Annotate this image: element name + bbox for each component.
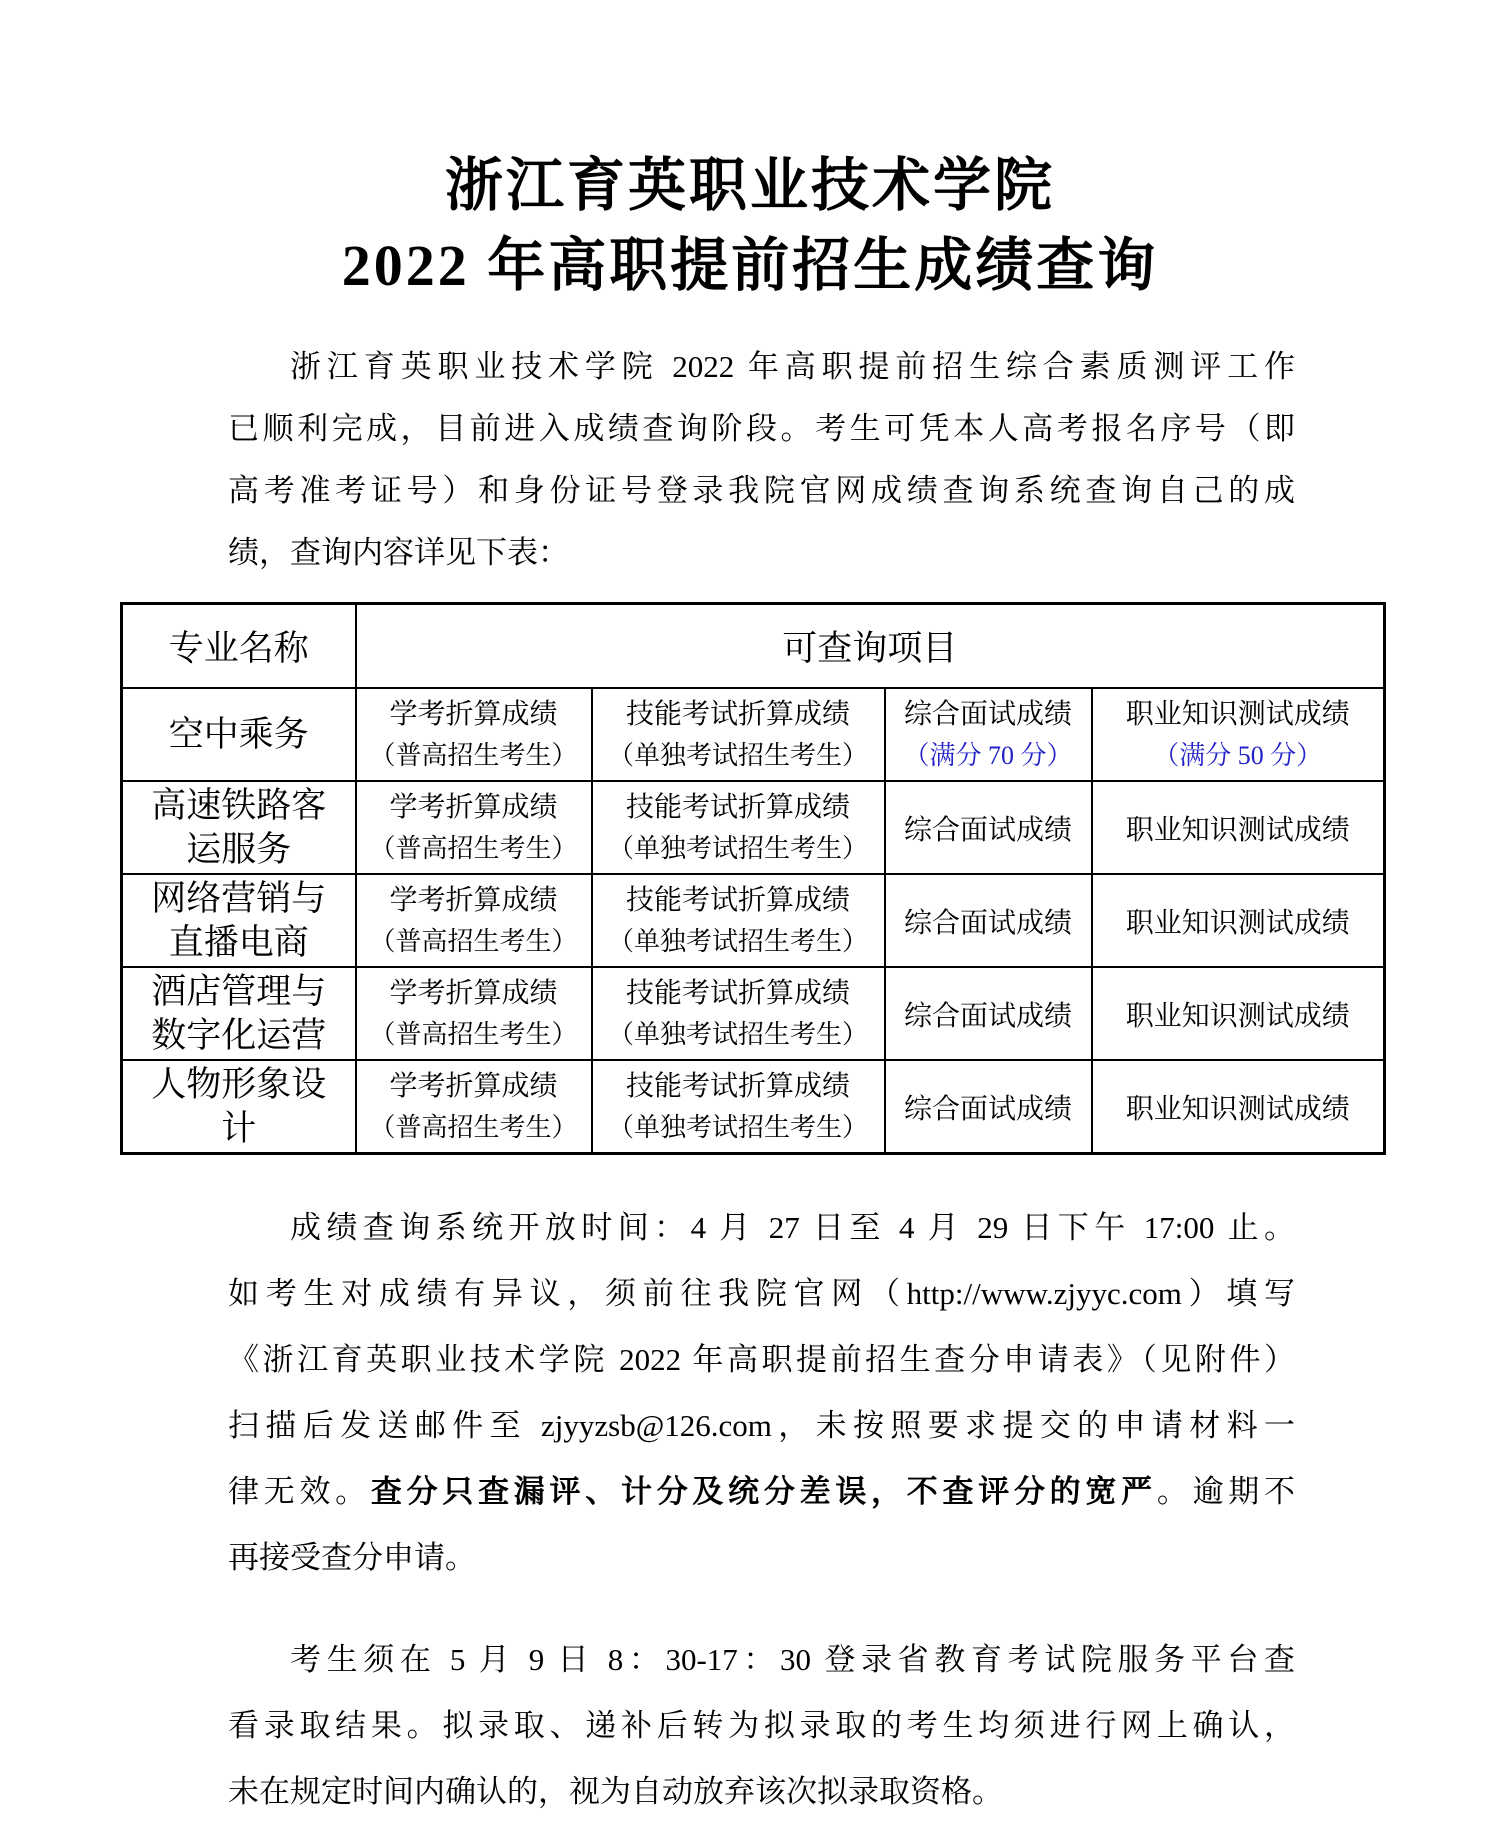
skill-exam-score-cell [592, 781, 885, 874]
major-name-line2: 数字化运营 [151, 1015, 327, 1055]
skill-exam-score-label: 技能考试折算成绩 [625, 1070, 850, 1102]
major-cell [122, 1060, 356, 1154]
query-line-5-prefix: 律无效。 [228, 1474, 371, 1509]
skill-exam-score-cell [592, 1060, 885, 1154]
xuekao-score-cell [356, 1060, 592, 1154]
xuekao-score-cell [356, 688, 592, 781]
xuekao-score-note: （普高招生考生） [369, 833, 578, 863]
query-line-3: 《浙江育英职业技术学院 2022 年高职提前招生查分申请表》（见附件） [228, 1342, 1295, 1377]
major-name-line2: 运服务 [186, 829, 292, 869]
intro-line-1: 浙江育英职业技术学院 2022 年高职提前招生综合素质测评工作 [290, 349, 1295, 384]
table-row-hotel-management [122, 967, 1385, 1060]
skill-exam-score-label: 技能考试折算成绩 [625, 884, 850, 916]
skill-exam-score-note: （单独考试招生考生） [607, 833, 868, 863]
xuekao-score-cell [356, 874, 592, 967]
query-line-2: 如考生对成绩有异议，须前往我院官网（http://www.zjyyc.com）填写 [228, 1276, 1295, 1311]
intro-line-4: 绩，查询内容详见下表： [228, 535, 569, 570]
skill-exam-score-note: （单独考试招生考生） [607, 740, 868, 770]
query-items-column-header: 可查询项目 [356, 604, 1385, 689]
interview-score-cell: 综合面试成绩 [885, 781, 1092, 874]
knowledge-test-score-cell: 职业知识测试成绩 [1092, 1060, 1385, 1154]
title-line-1: 浙江育英职业技术学院 [444, 153, 1055, 218]
score-review-paragraph [228, 1195, 1295, 1591]
intro-line-3: 高考准考证号）和身份证号登录我院官网成绩查询系统查询自己的成 [228, 473, 1295, 508]
admission-confirm-paragraph [228, 1627, 1295, 1825]
admission-line-1: 考生须在 5 月 9 日 8：30-17：30 登录省教育考试院服务平台查 [290, 1642, 1295, 1677]
intro-paragraph [228, 336, 1295, 584]
major-name-line1: 网络营销与 [151, 878, 327, 918]
interview-score-cell: 综合面试成绩 [885, 967, 1092, 1060]
skill-exam-score-cell [592, 874, 885, 967]
knowledge-test-score-cell: 职业知识测试成绩 [1092, 874, 1385, 967]
major-cell [122, 874, 356, 967]
xuekao-score-note: （普高招生考生） [369, 1112, 578, 1142]
skill-exam-score-note: （单独考试招生考生） [607, 1019, 868, 1049]
query-line-4: 扫描后发送邮件至 zjyyzsb@126.com，未按照要求提交的申请材料一 [228, 1408, 1295, 1443]
skill-exam-score-label: 技能考试折算成绩 [625, 977, 850, 1009]
major-column-header: 专业名称 [122, 604, 356, 689]
major-name-line2: 计 [221, 1108, 257, 1148]
title-line-2: 2022 年高职提前招生成绩查询 [341, 233, 1159, 298]
major-name-line1: 高速铁路客 [151, 785, 327, 825]
table-row-network-marketing [122, 874, 1385, 967]
xuekao-score-label: 学考折算成绩 [389, 884, 558, 916]
admission-line-3: 未在规定时间内确认的，视为自动放弃该次拟录取资格。 [228, 1774, 1003, 1809]
interview-score-cell: 综合面试成绩 [885, 874, 1092, 967]
query-line-5-bold: 查分只查漏评、计分及统分差误，不查评分的宽严 [370, 1474, 1157, 1509]
major-cell [122, 967, 356, 1060]
xuekao-score-label: 学考折算成绩 [389, 1070, 558, 1102]
knowledge-test-score-cell: 职业知识测试成绩 [1092, 781, 1385, 874]
major-cell [122, 781, 356, 874]
interview-score-cell [885, 688, 1092, 781]
major-name: 空中乘务 [168, 714, 309, 754]
xuekao-score-note: （普高招生考生） [369, 926, 578, 956]
interview-score-cell: 综合面试成绩 [885, 1060, 1092, 1154]
table-row-high-speed-rail [122, 781, 1385, 874]
query-line-5-suffix: 。逾期不 [1156, 1474, 1296, 1509]
score-query-table [120, 602, 1386, 1155]
query-line-1: 成绩查询系统开放时间：4 月 27 日至 4 月 29 日下午 17:00 止。 [290, 1210, 1295, 1245]
skill-exam-score-label: 技能考试折算成绩 [625, 791, 850, 823]
major-cell [122, 688, 356, 781]
xuekao-score-cell [356, 967, 592, 1060]
knowledge-test-score-max-note: （满分 50 分） [1153, 740, 1323, 770]
admission-line-2: 看录取结果。拟录取、递补后转为拟录取的考生均须进行网上确认， [228, 1708, 1295, 1743]
skill-exam-score-cell [592, 967, 885, 1060]
interview-score-label: 综合面试成绩 [903, 698, 1072, 730]
table-row-air-crew [122, 688, 1385, 781]
knowledge-test-score-label: 职业知识测试成绩 [1125, 698, 1350, 730]
xuekao-score-label: 学考折算成绩 [389, 977, 558, 1009]
xuekao-score-cell [356, 781, 592, 874]
major-name-line2: 直播电商 [168, 922, 309, 962]
xuekao-score-note: （普高招生考生） [369, 740, 578, 770]
document-title [0, 0, 1500, 306]
skill-exam-score-cell [592, 688, 885, 781]
interview-score-max-note: （满分 70 分） [903, 740, 1073, 770]
table-row-personal-image-design [122, 1060, 1385, 1154]
xuekao-score-label: 学考折算成绩 [389, 698, 558, 730]
major-name-line1: 酒店管理与 [151, 971, 327, 1011]
skill-exam-score-note: （单独考试招生考生） [607, 926, 868, 956]
table-header-row [122, 604, 1385, 689]
xuekao-score-note: （普高招生考生） [369, 1019, 578, 1049]
query-line-6: 再接受查分申请。 [228, 1540, 476, 1575]
skill-exam-score-note: （单独考试招生考生） [607, 1112, 868, 1142]
knowledge-test-score-cell: 职业知识测试成绩 [1092, 967, 1385, 1060]
knowledge-test-score-cell [1092, 688, 1385, 781]
xuekao-score-label: 学考折算成绩 [389, 791, 558, 823]
query-line-5 [228, 1459, 1295, 1525]
skill-exam-score-label: 技能考试折算成绩 [625, 698, 850, 730]
intro-line-2: 已顺利完成，目前进入成绩查询阶段。考生可凭本人高考报名序号（即 [228, 411, 1295, 446]
major-name-line1: 人物形象设 [151, 1064, 327, 1104]
